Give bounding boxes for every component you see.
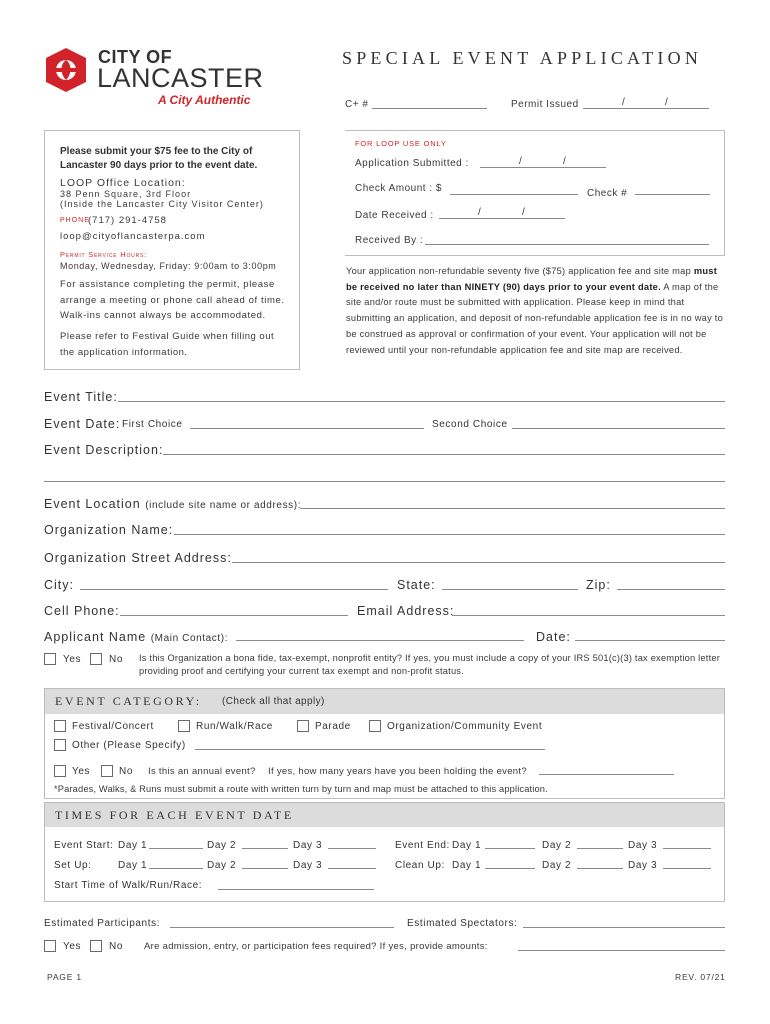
notice-part3: A map of the site and/or route must be submitted with application. Please keep in mind that submitting an application, and deposit of non-refundable application fee is in no way to be construed as approval or confirmation of your event. Your application will not be reviewed until your non-refundable application fee and site map are received.: [346, 281, 724, 355]
organization-name-label: Organization Name:: [44, 523, 174, 537]
clean-up-label: Clean Up:: [395, 860, 445, 871]
event-description-field-2[interactable]: [44, 481, 725, 482]
event-location-field[interactable]: [300, 508, 725, 509]
fees-question: Are admission, entry, or participation fees required? If yes, provide amounts:: [144, 941, 488, 952]
c-number-label: C+ #: [345, 99, 369, 110]
state-field[interactable]: [442, 589, 578, 590]
spectators-label: Estimated Spectators:: [407, 918, 518, 929]
organization-address-field[interactable]: [232, 562, 725, 563]
email-field[interactable]: [452, 615, 725, 616]
date-label: Date:: [536, 630, 571, 644]
walk-start-label: Start Time of Walk/Run/Race:: [54, 880, 203, 891]
organization-name-field[interactable]: [174, 534, 725, 535]
check-amount-label: Check Amount : $: [355, 183, 442, 194]
event-date-label: Event Date:: [44, 417, 121, 431]
event-category-section: [44, 688, 725, 799]
event-start-day2-label: Day 2: [207, 840, 237, 851]
event-start-day3-label: Day 3: [293, 840, 323, 851]
date-received-label: Date Received :: [355, 210, 434, 221]
fees-yes-label: Yes: [63, 941, 82, 952]
set-up-day1-field[interactable]: [149, 868, 203, 869]
times-section: [44, 802, 725, 902]
other-checkbox[interactable]: [54, 739, 66, 751]
city-label: City:: [44, 578, 74, 592]
date-field[interactable]: [575, 640, 725, 641]
applicant-name-hint: (Main Contact):: [150, 633, 229, 644]
participants-label: Estimated Participants:: [44, 918, 161, 929]
fees-no-checkbox[interactable]: [90, 940, 102, 952]
parade-checkbox[interactable]: [297, 720, 309, 732]
clean-up-day2-field[interactable]: [577, 868, 623, 869]
event-start-label: Event Start:: [54, 840, 114, 851]
set-up-day3-label: Day 3: [293, 860, 323, 871]
date-received-field[interactable]: [439, 218, 565, 219]
event-description-label: Event Description:: [44, 443, 164, 457]
set-up-day2-field[interactable]: [242, 868, 288, 869]
fees-no-label: No: [109, 941, 123, 952]
fees-yes-checkbox[interactable]: [44, 940, 56, 952]
event-start-day2-field[interactable]: [242, 848, 288, 849]
revision: REV. 07/21: [675, 972, 726, 982]
event-end-day3-label: Day 3: [628, 840, 658, 851]
second-choice-field[interactable]: [512, 428, 725, 429]
event-start-day3-field[interactable]: [328, 848, 376, 849]
check-amount-field[interactable]: [450, 194, 578, 195]
event-location-text: Event Location: [44, 497, 141, 511]
page-number: PAGE 1: [47, 972, 82, 982]
festival-concert-checkbox[interactable]: [54, 720, 66, 732]
city-logo-mark-icon: [42, 46, 90, 94]
annual-no-checkbox[interactable]: [101, 765, 113, 777]
slash-d2: /: [522, 207, 526, 218]
organization-community-checkbox[interactable]: [369, 720, 381, 732]
office-heading: LOOP Office Location:: [60, 177, 186, 189]
organization-address-label: Organization Street Address:: [44, 551, 232, 565]
email-link[interactable]: loop@cityoflancasterpa.com: [60, 231, 206, 242]
times-heading: TIMES FOR EACH EVENT DATE: [55, 808, 294, 822]
second-choice-label: Second Choice: [432, 419, 508, 430]
notice-part1: Your application non-refundable seventy five ($75) application fee and site map: [346, 266, 692, 276]
festival-concert-label: Festival/Concert: [72, 721, 154, 732]
walk-start-field[interactable]: [218, 889, 374, 890]
received-by-field[interactable]: [425, 244, 709, 245]
other-label: Other (Please Specify): [72, 740, 186, 751]
route-note: *Parades, Walks, & Runs must submit a route with written turn by turn and map must be attached to this application.: [54, 784, 548, 794]
assistance-text: For assistance completing the permit, please arrange a meeting or phone call ahead of time. Walk-ins cannot always be accommodated.: [60, 279, 285, 321]
zip-label: Zip:: [586, 578, 611, 592]
logo-lancaster: LANCASTER: [97, 63, 264, 93]
applicant-name-field[interactable]: [236, 640, 524, 641]
loop-use-heading: FOR LOOP USE ONLY: [355, 139, 447, 148]
loop-use-box: [345, 130, 725, 256]
hours-heading: Permit Service Hours:: [60, 250, 147, 259]
times-header: [45, 803, 724, 827]
state-label: State:: [397, 578, 436, 592]
info-box: [44, 130, 300, 370]
check-number-label: Check #: [587, 188, 628, 199]
event-end-day3-field[interactable]: [663, 848, 711, 849]
application-submitted-field[interactable]: [480, 167, 606, 168]
page-title: SPECIAL EVENT APPLICATION: [342, 48, 703, 68]
clean-up-day3-label: Day 3: [628, 860, 658, 871]
permit-issued-field[interactable]: [583, 108, 709, 109]
event-end-day1-field[interactable]: [485, 848, 535, 849]
logo: [42, 46, 267, 108]
event-title-label: Event Title:: [44, 390, 118, 404]
other-specify-field[interactable]: [195, 749, 545, 750]
event-description-field-1[interactable]: [163, 454, 725, 455]
slash-a1: /: [519, 156, 523, 167]
cell-phone-label: Cell Phone:: [44, 604, 120, 618]
event-end-day2-field[interactable]: [577, 848, 623, 849]
phone-number: (717) 291-4758: [88, 215, 167, 226]
zip-field[interactable]: [617, 589, 725, 590]
run-walk-race-label: Run/Walk/Race: [196, 721, 273, 732]
hours-text: Monday, Wednesday, Friday: 9:00am to 3:00pm: [60, 261, 277, 271]
event-start-day1-field[interactable]: [149, 848, 203, 849]
application-submitted-label: Application Submitted :: [355, 158, 469, 169]
event-location-hint: (include site name or address):: [145, 500, 302, 511]
years-field[interactable]: [539, 774, 674, 775]
office-address-2: (Inside the Lancaster City Visitor Center): [60, 199, 264, 209]
participants-field[interactable]: [170, 927, 394, 928]
annual-yes-checkbox[interactable]: [54, 765, 66, 777]
annual-question: Is this an annual event?: [148, 766, 256, 777]
annual-yes-label: Yes: [72, 766, 91, 777]
organization-community-label: Organization/Community Event: [387, 721, 543, 732]
set-up-day3-field[interactable]: [328, 868, 376, 869]
festival-guide-text: Please refer to Festival Guide when filling out the application information.: [60, 331, 275, 358]
annual-no-label: No: [119, 766, 133, 777]
nonprofit-question: Is this Organization a bona fide, tax-exempt, nonprofit entity? If yes, you must include a copy of your IRS 501(c)(3) tax exemption letter providing proof and certifying your current tax exempt and non-profit status.: [139, 653, 721, 676]
event-category-hint: (Check all that apply): [222, 696, 325, 707]
spectators-field[interactable]: [523, 927, 725, 928]
event-category-header: [45, 689, 724, 714]
event-location-label: [44, 497, 301, 511]
set-up-label: Set Up:: [54, 860, 92, 871]
slash-a2: /: [563, 156, 567, 167]
years-question: If yes, how many years have you been holding the event?: [268, 766, 527, 777]
office-address-1: 38 Penn Square, 3rd Floor: [60, 189, 192, 199]
event-end-day2-label: Day 2: [542, 840, 572, 851]
clean-up-day1-label: Day 1: [452, 860, 482, 871]
clean-up-day3-field[interactable]: [663, 868, 711, 869]
city-field[interactable]: [80, 589, 388, 590]
event-title-field[interactable]: [118, 401, 725, 402]
received-by-label: Received By :: [355, 235, 424, 246]
fee-notice: Please submit your $75 fee to the City of Lancaster 90 days prior to the event date.: [60, 146, 258, 171]
nonprofit-yes-label: Yes: [63, 654, 82, 665]
event-end-day1-label: Day 1: [452, 840, 482, 851]
email-label: Email Address:: [357, 604, 455, 618]
check-number-field[interactable]: [635, 194, 710, 195]
logo-city-of: CITY OF: [98, 47, 173, 67]
first-choice-field[interactable]: [190, 428, 424, 429]
phone-label: PHONE: [60, 217, 90, 224]
fee-notice-paragraph: [346, 264, 730, 358]
parade-label: Parade: [315, 721, 351, 732]
event-category-heading: EVENT CATEGORY:: [55, 694, 202, 708]
applicant-name-text: Applicant Name: [44, 630, 147, 644]
first-choice-label: First Choice: [122, 419, 183, 430]
set-up-day1-label: Day 1: [118, 860, 148, 871]
applicant-name-label: [44, 630, 228, 644]
event-end-label: Event End:: [395, 840, 450, 851]
c-number-field[interactable]: [372, 108, 487, 109]
nonprofit-no-label: No: [109, 654, 123, 665]
set-up-day2-label: Day 2: [207, 860, 237, 871]
logo-tagline: A City Authentic: [158, 93, 251, 107]
fees-field[interactable]: [518, 950, 725, 951]
event-start-day1-label: Day 1: [118, 840, 148, 851]
nonprofit-yes-checkbox[interactable]: [44, 653, 56, 665]
run-walk-race-checkbox[interactable]: [178, 720, 190, 732]
permit-slash-1: /: [622, 97, 626, 108]
clean-up-day2-label: Day 2: [542, 860, 572, 871]
clean-up-day1-field[interactable]: [485, 868, 535, 869]
permit-slash-2: /: [665, 97, 669, 108]
notice-part2: must be received no later than NINETY (90) days prior to your event date.: [346, 266, 718, 292]
cell-phone-field[interactable]: [120, 615, 348, 616]
permit-issued-label: Permit Issued: [511, 99, 579, 110]
nonprofit-no-checkbox[interactable]: [90, 653, 102, 665]
slash-d1: /: [478, 207, 482, 218]
